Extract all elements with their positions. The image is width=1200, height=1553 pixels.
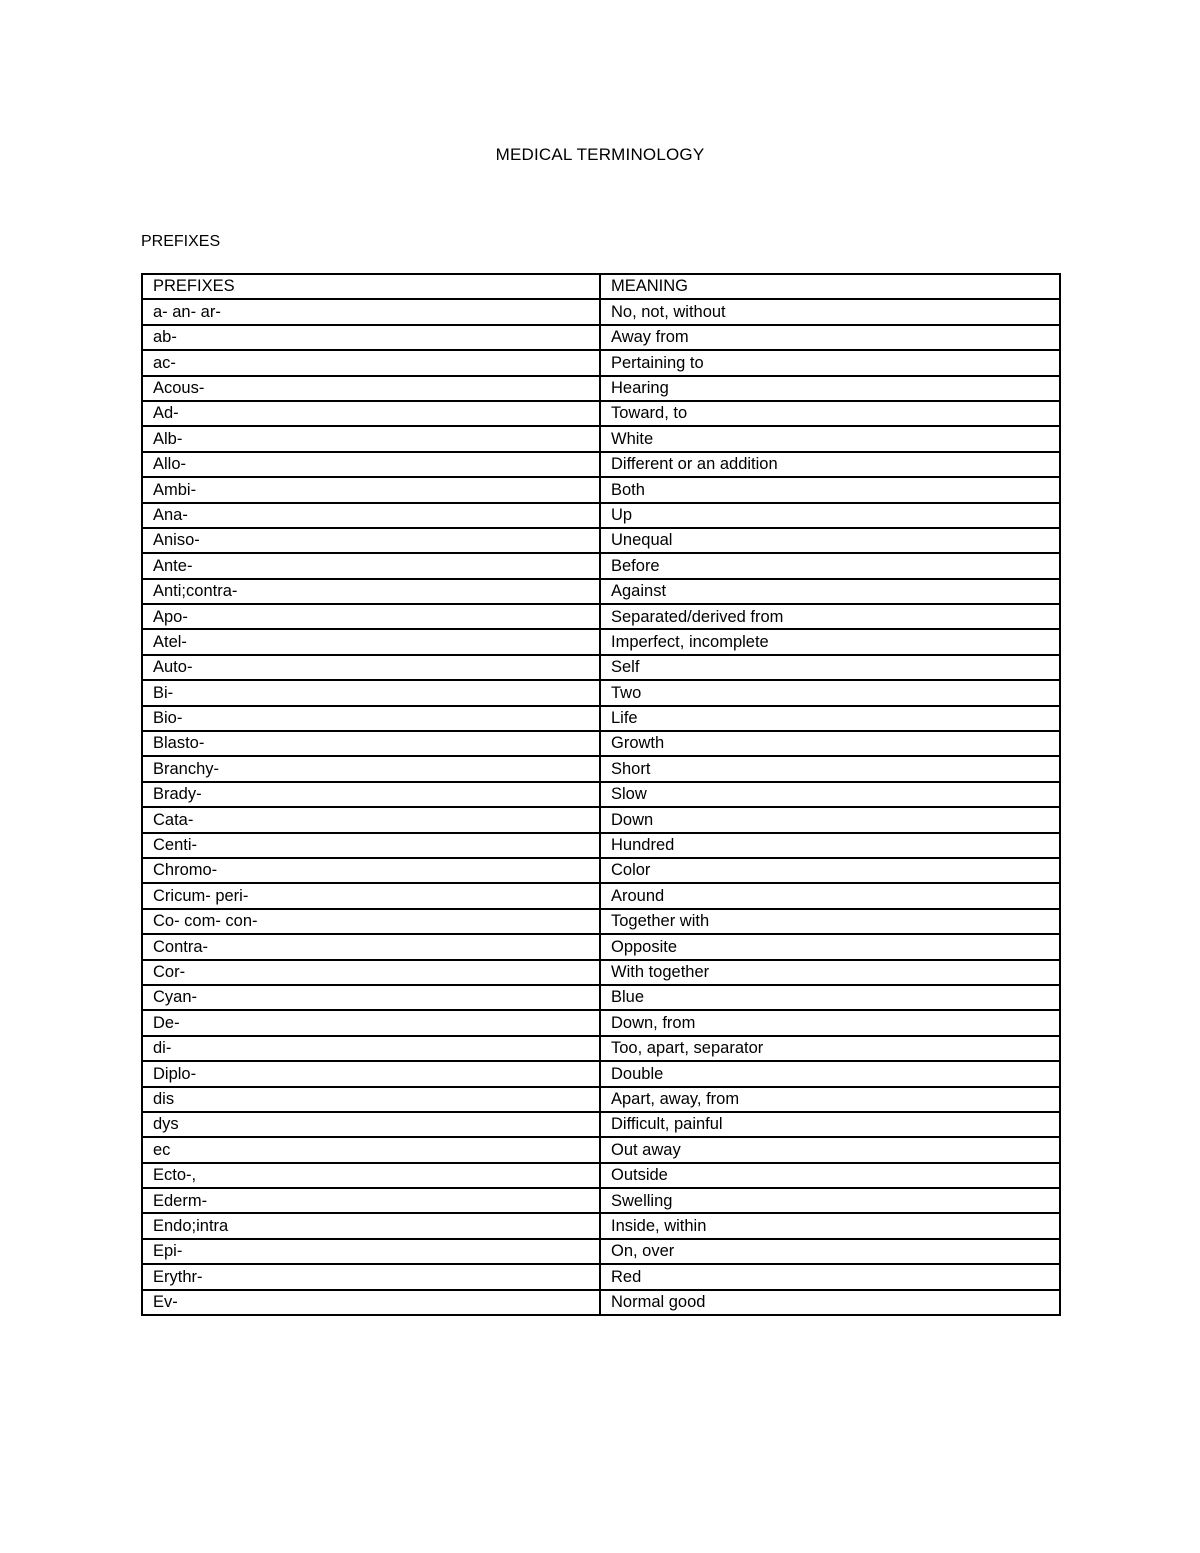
prefix-cell: Branchy- bbox=[142, 756, 600, 781]
prefix-cell: Chromo- bbox=[142, 858, 600, 883]
prefix-cell: Cor- bbox=[142, 960, 600, 985]
table-row bbox=[142, 858, 1060, 883]
table-row bbox=[142, 731, 1060, 756]
table-row bbox=[142, 1061, 1060, 1086]
prefix-cell: Acous- bbox=[142, 376, 600, 401]
prefix-cell: Epi- bbox=[142, 1239, 600, 1264]
prefix-cell: Ante- bbox=[142, 553, 600, 578]
prefix-cell: Blasto- bbox=[142, 731, 600, 756]
prefix-cell: Ederm- bbox=[142, 1188, 600, 1213]
prefix-cell: Allo- bbox=[142, 452, 600, 477]
table-row bbox=[142, 325, 1060, 350]
table-row bbox=[142, 960, 1060, 985]
table-row bbox=[142, 1264, 1060, 1289]
prefix-cell: De- bbox=[142, 1010, 600, 1035]
meaning-cell: Away from bbox=[600, 325, 1060, 350]
table-row bbox=[142, 1188, 1060, 1213]
table-row bbox=[142, 1163, 1060, 1188]
meaning-cell: Against bbox=[600, 579, 1060, 604]
table-row bbox=[142, 1036, 1060, 1061]
table-row bbox=[142, 1087, 1060, 1112]
table-row bbox=[142, 629, 1060, 654]
prefix-cell: Ana- bbox=[142, 503, 600, 528]
prefix-cell: Bio- bbox=[142, 706, 600, 731]
meaning-cell: White bbox=[600, 426, 1060, 451]
meaning-cell: Around bbox=[600, 883, 1060, 908]
meaning-cell: On, over bbox=[600, 1239, 1060, 1264]
table-body bbox=[142, 299, 1060, 1315]
meaning-cell: Imperfect, incomplete bbox=[600, 629, 1060, 654]
document-title: MEDICAL TERMINOLOGY bbox=[495, 145, 705, 164]
meaning-cell: Outside bbox=[600, 1163, 1060, 1188]
prefix-cell: Co- com- con- bbox=[142, 909, 600, 934]
prefix-cell: a- an- ar- bbox=[142, 299, 600, 324]
meaning-cell: With together bbox=[600, 960, 1060, 985]
meaning-cell: Double bbox=[600, 1061, 1060, 1086]
meaning-cell: Life bbox=[600, 706, 1060, 731]
prefix-cell: Ad- bbox=[142, 401, 600, 426]
meaning-cell: Opposite bbox=[600, 934, 1060, 959]
prefix-cell: Bi- bbox=[142, 680, 600, 705]
meaning-cell: Color bbox=[600, 858, 1060, 883]
meaning-cell: Pertaining to bbox=[600, 350, 1060, 375]
table-row bbox=[142, 1290, 1060, 1315]
prefix-cell: Anti;contra- bbox=[142, 579, 600, 604]
prefix-cell: Ambi- bbox=[142, 477, 600, 502]
table-row bbox=[142, 655, 1060, 680]
table-row bbox=[142, 782, 1060, 807]
meaning-cell: Growth bbox=[600, 731, 1060, 756]
meaning-cell: Slow bbox=[600, 782, 1060, 807]
table-row bbox=[142, 426, 1060, 451]
table-row bbox=[142, 807, 1060, 832]
meaning-cell: Swelling bbox=[600, 1188, 1060, 1213]
meaning-cell: Red bbox=[600, 1264, 1060, 1289]
table-row bbox=[142, 680, 1060, 705]
table-row bbox=[142, 579, 1060, 604]
prefix-cell: Auto- bbox=[142, 655, 600, 680]
column-header-prefixes: PREFIXES bbox=[142, 274, 600, 299]
table-row bbox=[142, 376, 1060, 401]
prefix-cell: ab- bbox=[142, 325, 600, 350]
prefix-cell: Brady- bbox=[142, 782, 600, 807]
table-row bbox=[142, 1112, 1060, 1137]
section-heading: PREFIXES bbox=[141, 233, 221, 250]
meaning-cell: Short bbox=[600, 756, 1060, 781]
table-row bbox=[142, 350, 1060, 375]
table-row bbox=[142, 1239, 1060, 1264]
meaning-cell: Too, apart, separator bbox=[600, 1036, 1060, 1061]
meaning-cell: Separated/derived from bbox=[600, 604, 1060, 629]
table-row bbox=[142, 883, 1060, 908]
table-row bbox=[142, 934, 1060, 959]
table-row bbox=[142, 1213, 1060, 1238]
table-row bbox=[142, 604, 1060, 629]
table-row bbox=[142, 1010, 1060, 1035]
prefix-cell: Erythr- bbox=[142, 1264, 600, 1289]
prefix-cell: Alb- bbox=[142, 426, 600, 451]
table-row bbox=[142, 299, 1060, 324]
prefix-cell: Contra- bbox=[142, 934, 600, 959]
prefix-cell: Aniso- bbox=[142, 528, 600, 553]
prefix-cell: Cyan- bbox=[142, 985, 600, 1010]
table-row bbox=[142, 477, 1060, 502]
meaning-cell: Two bbox=[600, 680, 1060, 705]
table-header-row bbox=[142, 274, 1060, 299]
meaning-cell: Difficult, painful bbox=[600, 1112, 1060, 1137]
prefix-cell: di- bbox=[142, 1036, 600, 1061]
table-row bbox=[142, 528, 1060, 553]
meaning-cell: Apart, away, from bbox=[600, 1087, 1060, 1112]
prefix-cell: ac- bbox=[142, 350, 600, 375]
prefix-cell: dis bbox=[142, 1087, 600, 1112]
column-header-meaning: MEANING bbox=[600, 274, 1060, 299]
table-row bbox=[142, 833, 1060, 858]
table-row bbox=[142, 401, 1060, 426]
meaning-cell: Unequal bbox=[600, 528, 1060, 553]
table-row bbox=[142, 706, 1060, 731]
meaning-cell: Different or an addition bbox=[600, 452, 1060, 477]
table-row bbox=[142, 756, 1060, 781]
prefix-cell: Cricum- peri- bbox=[142, 883, 600, 908]
table-row bbox=[142, 985, 1060, 1010]
meaning-cell: Together with bbox=[600, 909, 1060, 934]
prefix-cell: Centi- bbox=[142, 833, 600, 858]
prefix-cell: dys bbox=[142, 1112, 600, 1137]
meaning-cell: Before bbox=[600, 553, 1060, 578]
meaning-cell: Down bbox=[600, 807, 1060, 832]
prefix-cell: Apo- bbox=[142, 604, 600, 629]
table-row bbox=[142, 553, 1060, 578]
meaning-cell: Down, from bbox=[600, 1010, 1060, 1035]
prefix-cell: Ev- bbox=[142, 1290, 600, 1315]
meaning-cell: Blue bbox=[600, 985, 1060, 1010]
table-row bbox=[142, 1137, 1060, 1162]
meaning-cell: Inside, within bbox=[600, 1213, 1060, 1238]
meaning-cell: Up bbox=[600, 503, 1060, 528]
prefix-cell: Cata- bbox=[142, 807, 600, 832]
meaning-cell: No, not, without bbox=[600, 299, 1060, 324]
meaning-cell: Hundred bbox=[600, 833, 1060, 858]
prefix-cell: Atel- bbox=[142, 629, 600, 654]
meaning-cell: Out away bbox=[600, 1137, 1060, 1162]
meaning-cell: Normal good bbox=[600, 1290, 1060, 1315]
meaning-cell: Self bbox=[600, 655, 1060, 680]
meaning-cell: Both bbox=[600, 477, 1060, 502]
prefix-table bbox=[141, 273, 1061, 1316]
meaning-cell: Hearing bbox=[600, 376, 1060, 401]
prefix-cell: Ecto-, bbox=[142, 1163, 600, 1188]
prefix-cell: Diplo- bbox=[142, 1061, 600, 1086]
meaning-cell: Toward, to bbox=[600, 401, 1060, 426]
table-row bbox=[142, 909, 1060, 934]
table-row bbox=[142, 452, 1060, 477]
prefix-cell: Endo;intra bbox=[142, 1213, 600, 1238]
prefix-cell: ec bbox=[142, 1137, 600, 1162]
table-row bbox=[142, 503, 1060, 528]
